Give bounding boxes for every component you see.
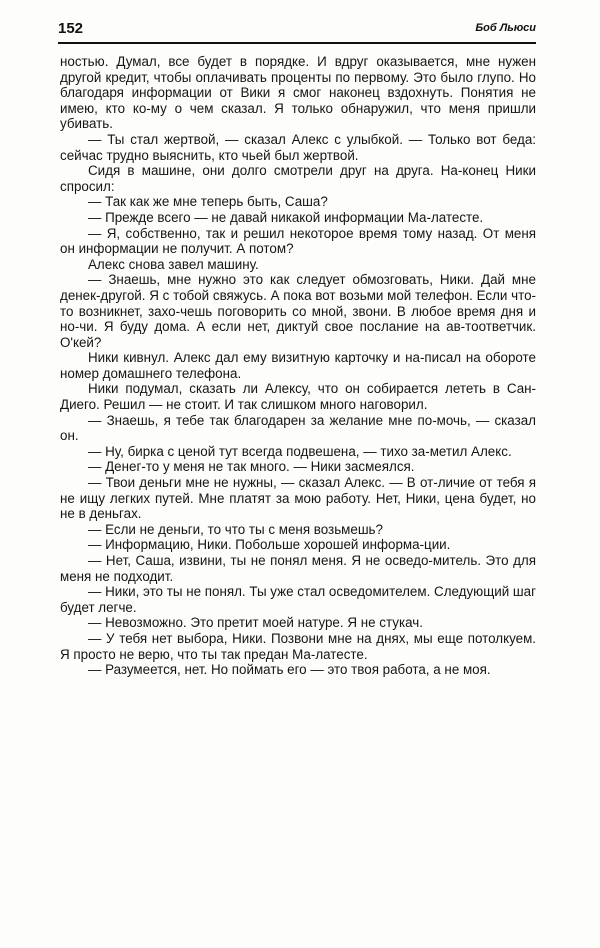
paragraph: — Я, собственно, так и решил некоторое время тому назад. От меня он информации не получит. А потом?: [60, 225, 536, 257]
paragraph: Сидя в машине, они долго смотрели друг на друга. На-конец Ники спросил:: [60, 163, 536, 194]
paragraph: — Прежде всего — не давай никакой информации Ма-латесте.: [88, 209, 484, 225]
paragraph: — Твои деньги мне не нужны, — сказал Алекс. — В от-личие от тебя я не ищу легких путей. Мне платят за мою работу. Нет, Ники, цена будет, но не в деньгах.: [60, 475, 536, 522]
running-head-author: Боб Льюси: [475, 22, 536, 34]
paragraph: Алекс снова завел машину.: [88, 256, 259, 272]
paragraph: Ники кивнул. Алекс дал ему визитную карточку и на-писал на обороте номер домашнего телефона.: [60, 350, 536, 381]
paragraph: — Если не деньги, то что ты с меня возьмешь?: [88, 521, 383, 537]
paragraph: — Ты стал жертвой, — сказал Алекс с улыбкой. — Только вот беда: сейчас трудно выяснить, кто чьей был жертвой.: [60, 131, 536, 163]
paragraph: — Невозможно. Это претит моей натуре. Я не стукач.: [88, 615, 423, 631]
paragraph: — Ники, это ты не понял. Ты уже стал осведомителем. Следующий шаг будет легче.: [60, 584, 536, 615]
page-number: 152: [58, 20, 84, 37]
paragraph: — Разумеется, нет. Но поймать его — это твоя работа, а не моя.: [88, 662, 491, 678]
paragraph: — Денег-то у меня не так много. — Ники засмеялся.: [88, 459, 415, 475]
paragraph: — Информацию, Ники. Побольше хорошей информа-ции.: [88, 537, 451, 553]
paragraph: — Знаешь, я тебе так благодарен за желание мне по-мочь, — сказал он.: [60, 412, 536, 444]
body-text: [60, 54, 536, 678]
paragraph: — Нет, Саша, извини, ты не понял меня. Я не осведо-митель. Это для меня не подходит.: [60, 553, 536, 584]
running-head: [58, 20, 536, 42]
header-rule: [58, 42, 536, 44]
paragraph: — У тебя нет выбора, Ники. Позвони мне на днях, мы еще потолкуем. Я просто не верю, что ты так предан Ма-латесте.: [60, 630, 536, 662]
paragraph: ностью. Думал, все будет в порядке. И вдруг оказывается, мне нужен другой кредит, чтобы оплачивать проценты по первому. Это было глупо. Но благодаря информации от Вики я смог наконец вздохнуть. Понятия не имею, кто ко-му о чем сказал. Я только обнаружил, что меня пришли убивать.: [60, 54, 536, 132]
paragraph: — Так как же мне теперь быть, Саша?: [88, 194, 328, 210]
paragraph: — Знаешь, мне нужно это как следует обмозговать, Ники. Дай мне денек-другой. Я с тобой свяжусь. А пока вот возьми мой телефон. Если что-то возникнет, захо-чешь поговорить со мной, звони. В любое время дня и но-чи. Я буду дома. А если нет, диктуй свое послание на ав-тоответчик. О'кей?: [60, 272, 536, 350]
paragraph: — Ну, бирка с ценой тут всегда подвешена, — тихо за-метил Алекс.: [88, 443, 512, 459]
paragraph: Ники подумал, сказать ли Алексу, что он собирается лететь в Сан-Диего. Решил — не стоит. И так слишком много наговорил.: [60, 381, 536, 413]
